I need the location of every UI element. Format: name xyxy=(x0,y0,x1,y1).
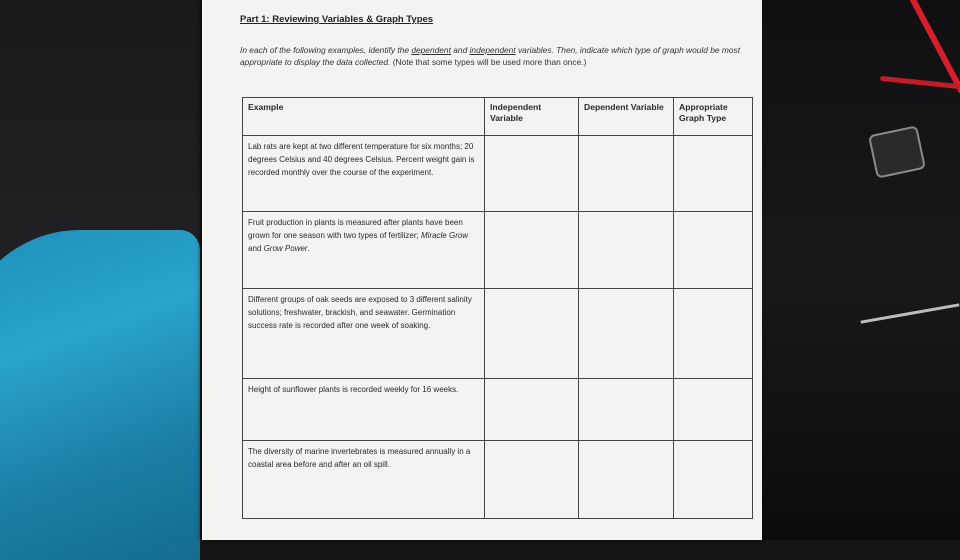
example-text: and xyxy=(248,244,264,253)
independent-answer-cell[interactable] xyxy=(485,212,579,289)
instructions xyxy=(240,44,750,68)
table-header-row xyxy=(243,98,753,136)
header-example: Example xyxy=(243,98,485,136)
example-cell xyxy=(243,212,485,289)
worksheet-title: Part 1: Reviewing Variables & Graph Types xyxy=(240,14,434,25)
table-row xyxy=(243,289,753,379)
graph-type-answer-cell[interactable] xyxy=(674,136,753,212)
instructions-note: (Note that some types will be used more than once.) xyxy=(390,57,587,67)
example-text-italic: Miracle Grow xyxy=(420,231,469,240)
header-independent: Independent Variable xyxy=(485,98,579,136)
independent-answer-cell[interactable] xyxy=(485,289,579,379)
worksheet-page xyxy=(202,0,762,540)
instructions-text: In each of the following examples, identify the xyxy=(240,45,412,55)
example-text: Fruit production in plants is measured after plants have been grown for one season with two types of fertilizer; xyxy=(248,218,463,240)
table-row xyxy=(243,212,753,289)
dependent-answer-cell[interactable] xyxy=(579,289,674,379)
header-graph-type: Appropriate Graph Type xyxy=(674,98,753,136)
example-cell: Lab rats are kept at two different temperature for six months; 20 degrees Celsius and 40 degrees Celsius. Percent weight gain is recorded monthly over the course of the experiment. xyxy=(243,136,485,212)
instructions-dependent: dependent xyxy=(411,45,451,55)
table-row xyxy=(243,136,753,212)
graph-type-answer-cell[interactable] xyxy=(674,379,753,441)
independent-answer-cell[interactable] xyxy=(485,379,579,441)
dependent-answer-cell[interactable] xyxy=(579,212,674,289)
dependent-answer-cell[interactable] xyxy=(579,441,674,519)
dependent-answer-cell[interactable] xyxy=(579,379,674,441)
table-row xyxy=(243,441,753,519)
example-text-italic: Grow Power xyxy=(263,244,308,253)
independent-answer-cell[interactable] xyxy=(485,136,579,212)
graph-type-answer-cell[interactable] xyxy=(674,212,753,289)
example-cell: Height of sunflower plants is recorded weekly for 16 weeks. xyxy=(243,379,485,441)
variables-table xyxy=(242,97,753,519)
independent-answer-cell[interactable] xyxy=(485,441,579,519)
instructions-text: variables. Then, indicate which type of graph would be most appropriate to display the data collected. xyxy=(240,45,741,67)
graph-type-answer-cell[interactable] xyxy=(674,441,753,519)
blue-fabric xyxy=(0,230,200,560)
instructions-independent: independent xyxy=(469,45,516,55)
example-text: . xyxy=(307,244,310,253)
graph-type-answer-cell[interactable] xyxy=(674,289,753,379)
example-cell: The diversity of marine invertebrates is measured annually in a coastal area before and after an oil spill. xyxy=(243,441,485,519)
header-dependent: Dependent Variable xyxy=(579,98,674,136)
example-cell: Different groups of oak seeds are exposed to 3 different salinity solutions; freshwater, brackish, and seawater. Germination success rate is recorded after one week of soaking. xyxy=(243,289,485,379)
instructions-text: and xyxy=(450,45,470,55)
dependent-answer-cell[interactable] xyxy=(579,136,674,212)
table-row xyxy=(243,379,753,441)
